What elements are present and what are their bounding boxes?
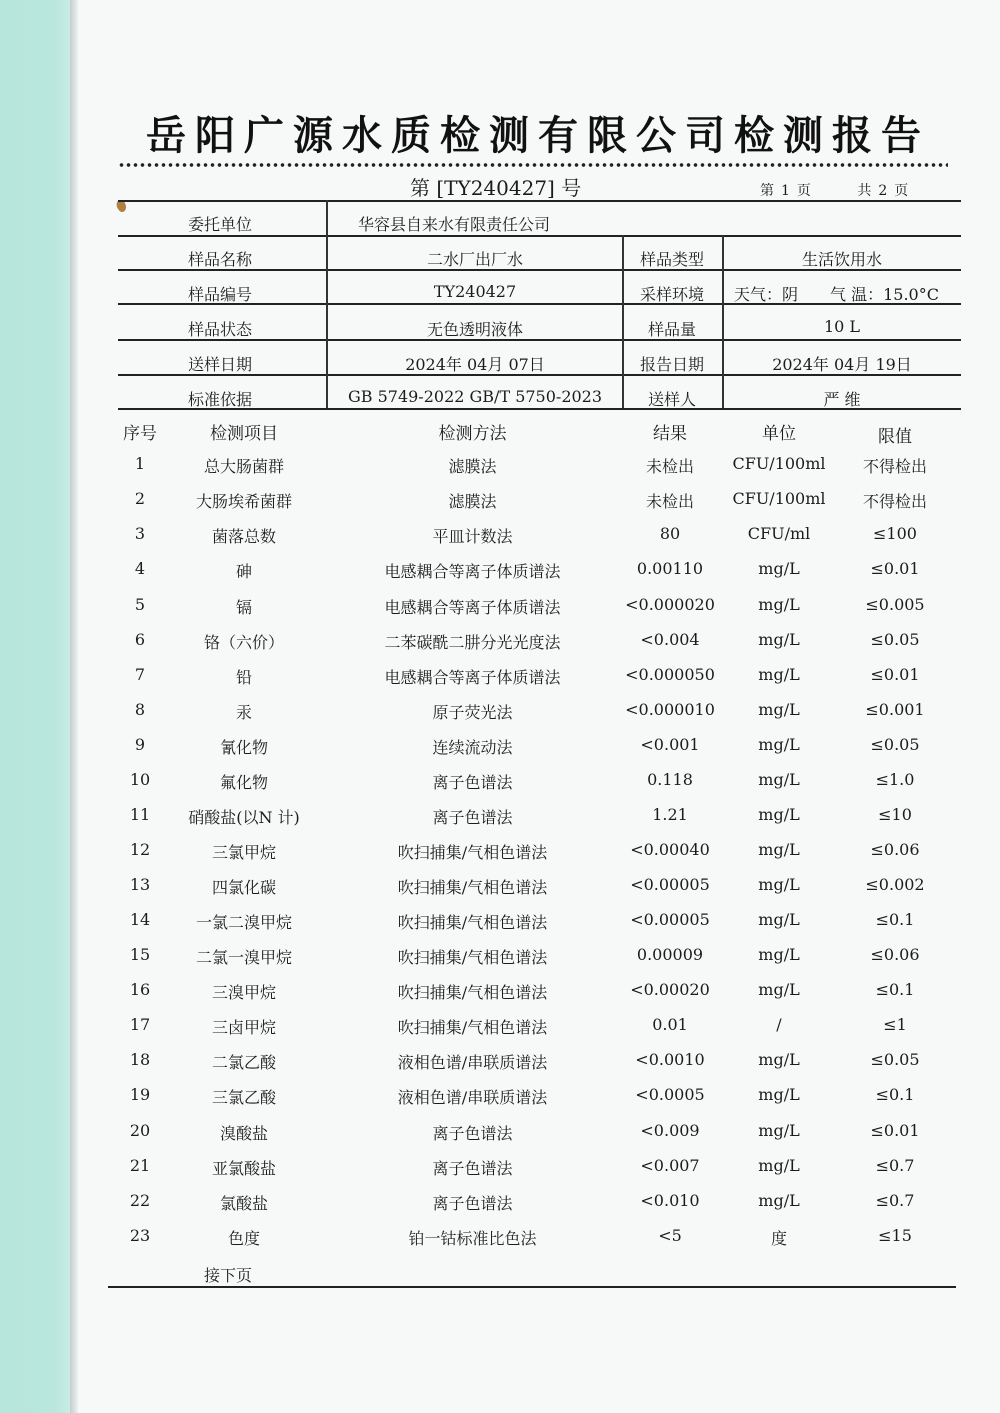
row-item: 三氯甲烷 [211, 843, 276, 862]
standard-label: 标准依据 [187, 390, 252, 409]
row-item: 二氯一溴甲烷 [195, 948, 292, 967]
row-result: 0.118 [647, 770, 693, 789]
row-result: <0.0010 [635, 1050, 705, 1069]
row-limit: ≤0.06 [870, 840, 920, 859]
row-item: 亚氯酸盐 [211, 1159, 276, 1178]
row-item: 氯酸盐 [219, 1194, 268, 1213]
row-method: 铂一钴标准比色法 [408, 1229, 537, 1248]
row-no: 2 [134, 489, 146, 508]
row-method: 离子色谱法 [432, 1159, 513, 1178]
report-number: 第 [TY240427] 号 [410, 176, 582, 200]
row-unit: mg/L [758, 700, 800, 719]
row-result: <5 [658, 1226, 682, 1245]
row-limit: ≤0.01 [870, 559, 920, 578]
table-row [0, 980, 1000, 1015]
row-item: 四氯化碳 [211, 878, 276, 897]
client-value: 华容县自来水有限责任公司 [358, 215, 551, 234]
row-method: 连续流动法 [432, 738, 513, 757]
row-unit: mg/L [758, 559, 800, 578]
row-unit: mg/L [758, 630, 800, 649]
row-limit: ≤0.06 [870, 945, 920, 964]
sample-name-label: 样品名称 [187, 250, 252, 269]
row-limit: ≤0.1 [875, 980, 915, 999]
table-row [0, 489, 1000, 524]
row-method: 离子色谱法 [432, 1124, 513, 1143]
row-limit: ≤100 [873, 524, 917, 543]
sample-no-value: TY240427 [433, 282, 517, 301]
row-no: 10 [129, 770, 151, 789]
page-unit: 页 [796, 183, 812, 199]
continue-next-page: 接下页 [204, 1266, 253, 1285]
row-no: 8 [134, 700, 146, 719]
table-row [0, 945, 1000, 980]
page-info [760, 180, 915, 200]
row-method: 离子色谱法 [432, 808, 513, 827]
row-no: 16 [129, 980, 151, 999]
row-item: 菌落总数 [211, 527, 276, 546]
page-current: 1 [781, 183, 791, 199]
row-method: 电感耦合等离子体质谱法 [384, 598, 561, 617]
row-no: 19 [129, 1085, 151, 1104]
row-method: 平皿计数法 [432, 527, 513, 546]
row-unit: mg/L [758, 1085, 800, 1104]
info-top-line [118, 200, 961, 202]
row-result: 0.00110 [636, 559, 704, 578]
table-row [0, 700, 1000, 735]
row-item: 三氯乙酸 [211, 1088, 276, 1107]
qty-value: 10 L [823, 317, 861, 336]
total-unit: 页 [894, 183, 910, 199]
client-label: 委托单位 [187, 215, 252, 234]
row-unit: mg/L [758, 595, 800, 614]
row-no: 23 [129, 1226, 151, 1245]
row-unit: mg/L [758, 875, 800, 894]
table-row [0, 805, 1000, 840]
col-header-method: 检测方法 [438, 424, 507, 444]
row-result: <0.0005 [635, 1085, 705, 1104]
row-no: 1 [134, 454, 146, 473]
sender-label: 送样人 [647, 390, 696, 409]
row-result: <0.00005 [630, 875, 710, 894]
row-no: 9 [134, 735, 146, 754]
col-header-item: 检测项目 [210, 424, 278, 444]
table-row [0, 1050, 1000, 1085]
row-item: 溴酸盐 [219, 1124, 268, 1143]
dotted-divider [118, 162, 948, 168]
row-limit: ≤0.01 [870, 665, 920, 684]
row-limit: ≤0.05 [870, 1050, 920, 1069]
env-value: 天气：阴 气 温：15.0°C [734, 285, 939, 304]
report-date-label: 报告日期 [639, 355, 704, 374]
row-method: 吹扫捕集/气相色谱法 [397, 1018, 548, 1037]
row-result: <0.007 [640, 1156, 700, 1175]
row-limit: 不得检出 [862, 457, 927, 476]
row-result: <0.00040 [630, 840, 710, 859]
report-title: 岳阳广源水质检测有限公司检测报告 [146, 113, 930, 159]
row-item: 氟化物 [219, 773, 268, 792]
row-unit: mg/L [758, 910, 800, 929]
table-row [0, 665, 1000, 700]
row-item: 三溴甲烷 [211, 983, 276, 1002]
row-no: 20 [129, 1121, 151, 1140]
row-no: 5 [134, 595, 146, 614]
col-header-result: 结果 [653, 424, 687, 444]
row-limit: ≤0.7 [875, 1156, 915, 1175]
row-limit: ≤0.7 [875, 1191, 915, 1210]
state-label: 样品状态 [187, 320, 252, 339]
row-item: 二氯乙酸 [211, 1053, 276, 1072]
row-item: 三卤甲烷 [211, 1018, 276, 1037]
row-result: <0.001 [640, 735, 700, 754]
row-result: <0.009 [640, 1121, 700, 1140]
row-method: 滤膜法 [448, 457, 497, 476]
row-result: 80 [659, 524, 681, 543]
row-unit: mg/L [758, 945, 800, 964]
row-result: <0.000020 [625, 595, 715, 614]
row-no: 18 [129, 1050, 151, 1069]
row-unit: mg/L [758, 770, 800, 789]
row-limit: ≤1.0 [875, 770, 915, 789]
row-no: 22 [129, 1191, 151, 1210]
col-header-limit: 限值 [878, 427, 912, 447]
row-limit: ≤0.001 [865, 700, 925, 719]
row-result: <0.00020 [630, 980, 710, 999]
row-result: 未检出 [645, 457, 694, 476]
row-unit: 度 [770, 1229, 787, 1248]
total-prefix: 共 [857, 183, 873, 199]
col-header-no: 序号 [123, 424, 157, 444]
row-item: 汞 [235, 703, 252, 722]
row-limit: ≤0.1 [875, 910, 915, 929]
table-row [0, 1226, 1000, 1261]
row-method: 吹扫捕集/气相色谱法 [397, 913, 548, 932]
row-item: 铬（六价） [203, 633, 284, 652]
row-item: 总大肠菌群 [203, 457, 284, 476]
row-limit: ≤15 [878, 1226, 912, 1245]
table-row [0, 735, 1000, 770]
row-result: 0.00009 [636, 945, 704, 964]
row-unit: mg/L [758, 1121, 800, 1140]
row-limit: 不得检出 [862, 492, 927, 511]
row-method: 电感耦合等离子体质谱法 [384, 668, 561, 687]
row-method: 二苯碳酰二肼分光光度法 [384, 633, 561, 652]
send-date-value: 2024年 04月 07日 [405, 355, 545, 374]
table-bottom-line [108, 1286, 956, 1288]
row-limit: ≤0.1 [875, 1085, 915, 1104]
sample-type-value: 生活饮用水 [801, 250, 882, 269]
table-row [0, 1156, 1000, 1191]
row-method: 吹扫捕集/气相色谱法 [397, 983, 548, 1002]
table-row [0, 840, 1000, 875]
qty-label: 样品量 [647, 320, 696, 339]
row-item: 铅 [235, 668, 252, 687]
row-no: 14 [129, 910, 151, 929]
row-unit: mg/L [758, 1050, 800, 1069]
table-row [0, 910, 1000, 945]
row-unit: CFU/100ml [732, 454, 826, 473]
row-method: 滤膜法 [448, 492, 497, 511]
row-no: 13 [129, 875, 151, 894]
table-row [0, 595, 1000, 630]
row-unit: mg/L [758, 1191, 800, 1210]
row-method: 离子色谱法 [432, 1194, 513, 1213]
row-unit: mg/L [758, 840, 800, 859]
row-result: 0.01 [652, 1015, 688, 1034]
row-unit: / [776, 1015, 782, 1034]
row-result: 1.21 [652, 805, 688, 824]
row-result: <0.004 [640, 630, 700, 649]
row-limit: ≤0.005 [865, 595, 925, 614]
table-row [0, 875, 1000, 910]
page-prefix: 第 [760, 183, 775, 199]
sample-type-label: 样品类型 [639, 250, 704, 269]
row-limit: ≤10 [878, 805, 912, 824]
row-unit: CFU/ml [747, 524, 811, 543]
state-value: 无色透明液体 [426, 320, 523, 339]
row-no: 6 [134, 630, 146, 649]
table-row [0, 1121, 1000, 1156]
row-no: 11 [129, 805, 151, 824]
row-unit: mg/L [758, 735, 800, 754]
row-limit: ≤0.01 [870, 1121, 920, 1140]
row-limit: ≤0.002 [865, 875, 925, 894]
row-no: 12 [129, 840, 151, 859]
row-method: 液相色谱/串联质谱法 [397, 1053, 548, 1072]
row-unit: mg/L [758, 980, 800, 999]
table-row [0, 1015, 1000, 1050]
row-unit: mg/L [758, 805, 800, 824]
row-unit: mg/L [758, 1156, 800, 1175]
row-no: 21 [129, 1156, 151, 1175]
report-date-value: 2024年 04月 19日 [772, 355, 912, 374]
row-unit: mg/L [758, 665, 800, 684]
row-method: 电感耦合等离子体质谱法 [384, 562, 561, 581]
row-result: <0.010 [640, 1191, 700, 1210]
row-result: 未检出 [645, 492, 694, 511]
row-item: 大肠埃希菌群 [195, 492, 292, 511]
row-no: 15 [129, 945, 151, 964]
row-limit: ≤1 [883, 1015, 907, 1034]
table-row [0, 454, 1000, 489]
row-no: 7 [134, 665, 146, 684]
row-method: 吹扫捕集/气相色谱法 [397, 948, 548, 967]
page-total: 2 [878, 183, 889, 199]
row-limit: ≤0.05 [870, 735, 920, 754]
row-no: 3 [134, 524, 146, 543]
row-result: <0.000010 [625, 700, 715, 719]
env-label: 采样环境 [639, 285, 704, 304]
info-divider-1 [326, 200, 328, 408]
row-method: 吹扫捕集/气相色谱法 [397, 878, 548, 897]
row-method: 原子荧光法 [432, 703, 513, 722]
row-method: 吹扫捕集/气相色谱法 [397, 843, 548, 862]
row-no: 17 [129, 1015, 151, 1034]
sample-name-value: 二水厂出厂水 [426, 250, 523, 269]
row-item: 镉 [235, 598, 252, 617]
row-method: 液相色谱/串联质谱法 [397, 1088, 548, 1107]
row-item: 一氯二溴甲烷 [195, 913, 292, 932]
row-limit: ≤0.05 [870, 630, 920, 649]
row-unit: CFU/100ml [732, 489, 826, 508]
table-row [0, 630, 1000, 665]
table-row [0, 1085, 1000, 1120]
sender-value: 严 维 [823, 390, 861, 409]
row-item: 氰化物 [219, 738, 268, 757]
row-item: 砷 [235, 562, 252, 581]
sample-no-label: 样品编号 [187, 285, 252, 304]
row-no: 4 [134, 559, 146, 578]
send-date-label: 送样日期 [187, 355, 252, 374]
row-item: 硝酸盐(以N 计) [188, 808, 300, 827]
table-row [0, 770, 1000, 805]
table-row [0, 1191, 1000, 1226]
table-row [0, 524, 1000, 559]
row-result: <0.00005 [630, 910, 710, 929]
info-line-1 [118, 235, 961, 237]
standard-value: GB 5749-2022 GB/T 5750-2023 [347, 387, 603, 406]
col-header-unit: 单位 [762, 424, 796, 444]
table-row [0, 559, 1000, 594]
row-item: 色度 [227, 1229, 260, 1248]
row-result: <0.000050 [625, 665, 715, 684]
row-method: 离子色谱法 [432, 773, 513, 792]
